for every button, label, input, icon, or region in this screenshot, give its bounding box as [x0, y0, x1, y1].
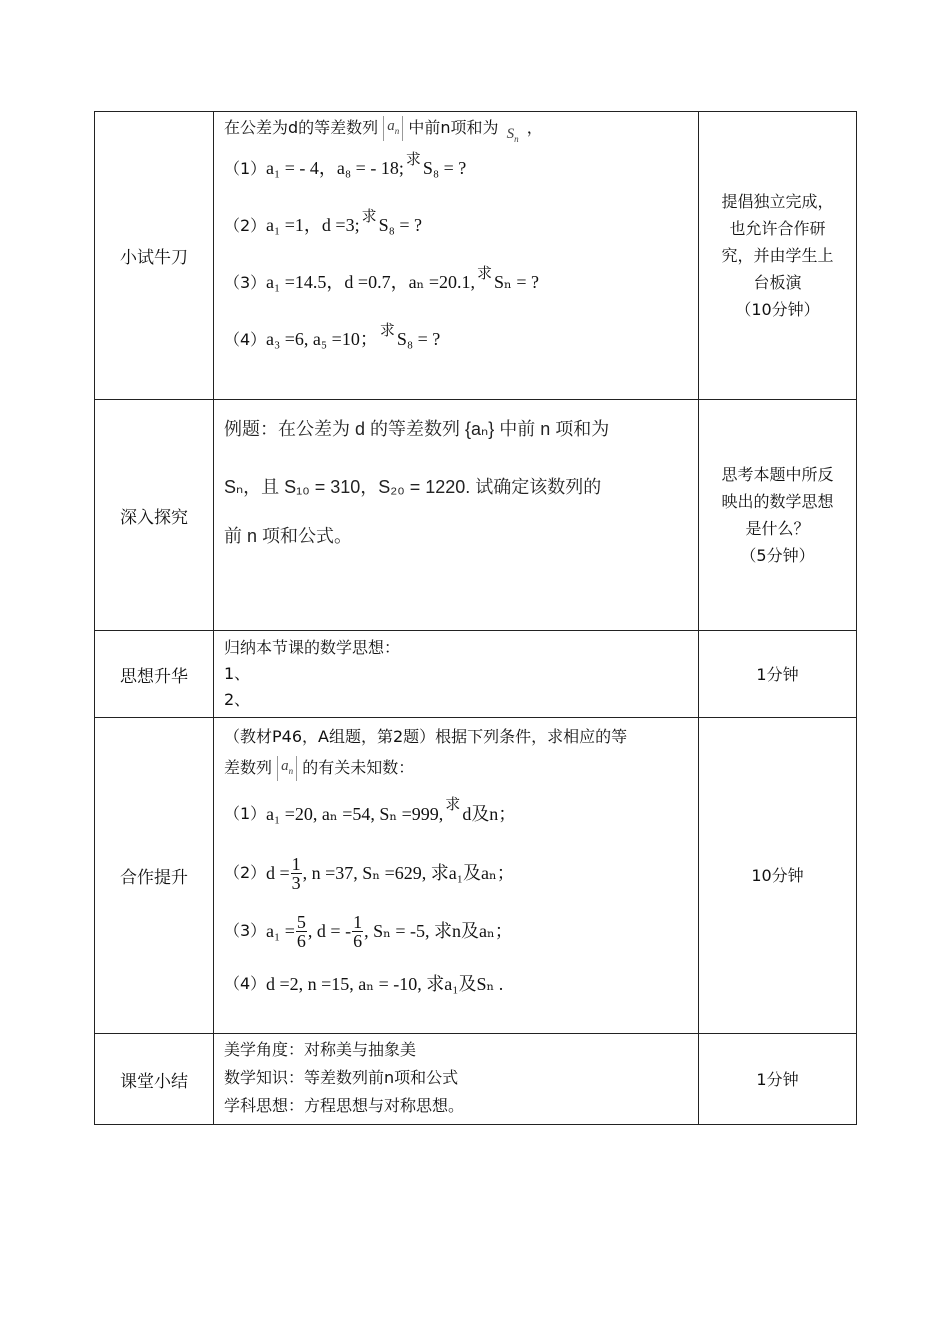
exercise-item: （1） a₁ = - 4，a₈ = - 18; 求 S₈ = ? [224, 150, 467, 178]
section-title: 合作提升 [95, 718, 214, 1034]
row-sixiang [95, 631, 857, 718]
exercise-item: （1） a₁ =20, aₙ =54, Sₙ =999, 求 d及n； [224, 795, 517, 824]
example-problem: 例题：在公差为 d 的等差数列 {aₙ} 中前 n 项和为 Sₙ，且 S₁₀ = 310，S₂₀ = 1220. 试确定该数列的 前 n 项和公式。 [214, 400, 699, 631]
problem-intro: 在公差为d的等差数列 $a_n$ 中前n项和为 $S_n$ ， [224, 118, 543, 144]
exercise-item: （3） a₁ =14.5，d =0.7，aₙ =20.1, 求 Sₙ = ? [224, 264, 539, 292]
section-title: 课堂小结 [95, 1034, 214, 1125]
section-content: 美学角度：对称美与抽象美 数学知识：等差数列前n项和公式 学科思想：方程思想与对称思想。 [214, 1034, 699, 1125]
row-hezuo [95, 718, 857, 1034]
row-shenru [95, 400, 857, 631]
exercise-item: （3） a₁ = $\frac{5}{6}$ , d = - $\frac{1}{6}$ , Sₙ = -5, 求n及aₙ； [224, 911, 513, 951]
lesson-plan-table [94, 111, 857, 1125]
section-note: 思考本题中所反 映出的数学思想 是什么？ （5分钟） [699, 400, 857, 631]
section-note: 1分钟 [699, 631, 857, 718]
exercise-item: （4） d =2, n =15, aₙ = -10, 求a₁及Sₙ . [224, 974, 504, 994]
exercise-item: （4） a₃ =6, a₅ =10； 求 S₈ = ? [224, 321, 441, 349]
row-xiaojie [95, 1034, 857, 1125]
section-note: 提倡独立完成， 也允许合作研 究，并由学生上 台板演 （10分钟） [699, 112, 857, 400]
row-xiaoshi [95, 112, 857, 400]
exercise-item: （2） a₁ =1，d =3; 求 S₈ = ? [224, 207, 423, 235]
section-title: 思想升华 [95, 631, 214, 718]
section-content: 归纳本节课的数学思想： 1、 2、 [214, 631, 699, 718]
section-note: 10分钟 [699, 718, 857, 1034]
section-content: （教材P46，A组题，第2题）根据下列条件，求相应的等 差数列 $a_n$ 的有关未知数： （1） a₁ =20, aₙ =54, Sₙ =999, 求 d及n； （2） d = $\frac{1}{3}$ , n =37, Sₙ =629, 求a₁及aₙ； （3） a₁ = $\frac{5}{6}$ , d = - $\frac{1}{6}$ , Sₙ = -5, 求n及aₙ； （4） d =2, n =15, aₙ = -10, 求a₁及Sₙ . [214, 718, 699, 1034]
exercise-item: （2） d = $\frac{1}{3}$ , n =37, Sₙ =629, 求a₁及aₙ； [224, 853, 515, 893]
section-content [214, 112, 699, 400]
section-title: 深入探究 [95, 400, 214, 631]
section-note: 1分钟 [699, 1034, 857, 1125]
section-title: 小试牛刀 [95, 112, 214, 400]
